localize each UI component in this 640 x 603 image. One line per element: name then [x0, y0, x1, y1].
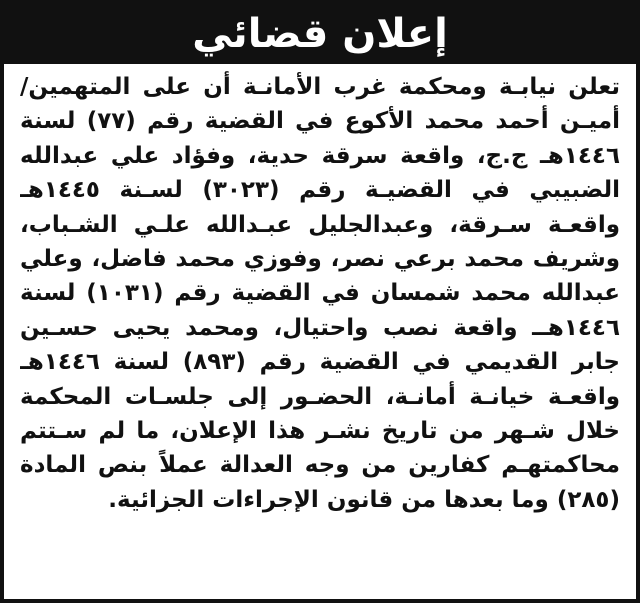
notice-line: وشريف محمد برعي نصر، وفوزي محمد فاضل، وعلي: [20, 245, 620, 272]
notice-header: [4, 4, 636, 64]
notice-line: عبدالله محمد شمسان في القضية رقم (١٠٣١) لسنة: [20, 280, 620, 307]
notice-line: تعلن نيابـة ومحكمة غرب الأمانـة أن على المتهمين/: [20, 74, 620, 100]
notice-line: واقعـة سـرقة، وعبدالجليل عبـدالله علـي الشـباب،: [20, 211, 620, 238]
notice-line: واقعـة خيانـة أمانـة، الحضـور إلى جلسـات المحكمة: [20, 383, 620, 410]
notice-line: (٢٨٥) وما بعدها من قانون الإجراءات الجزائية.: [108, 486, 620, 513]
notice-line: أميـن أحمد محمد الأكوع في القضية رقم (٧٧) لسنة: [20, 108, 620, 135]
notice-line: خلال شـهر من تاريخ نشـر هذا الإعلان، ما لم سـتتم: [20, 417, 620, 444]
notice-line: محاكمتهـم كفارين من وجه العدالة عملاً بنص المادة: [20, 452, 620, 479]
notice-body: [20, 70, 620, 517]
notice-line: الضبيبي في القضيـة رقم (٣٠٢٣) لسـنة ١٤٤٥هـ: [20, 177, 620, 204]
notice-line: جابر القديمي في القضية رقم (٨٩٣) لسنة ١٤٤٦هـ: [20, 349, 620, 376]
notice-line: ١٤٤٦هـ ج.ج، واقعة سرقة حدية، وفؤاد علي عبدالله: [20, 142, 620, 169]
notice-line: ١٤٤٦هــ واقعة نصب واحتيال، ومحمد يحيى حسـين: [20, 314, 620, 341]
notice-title: إعلان قضائي: [192, 11, 448, 57]
